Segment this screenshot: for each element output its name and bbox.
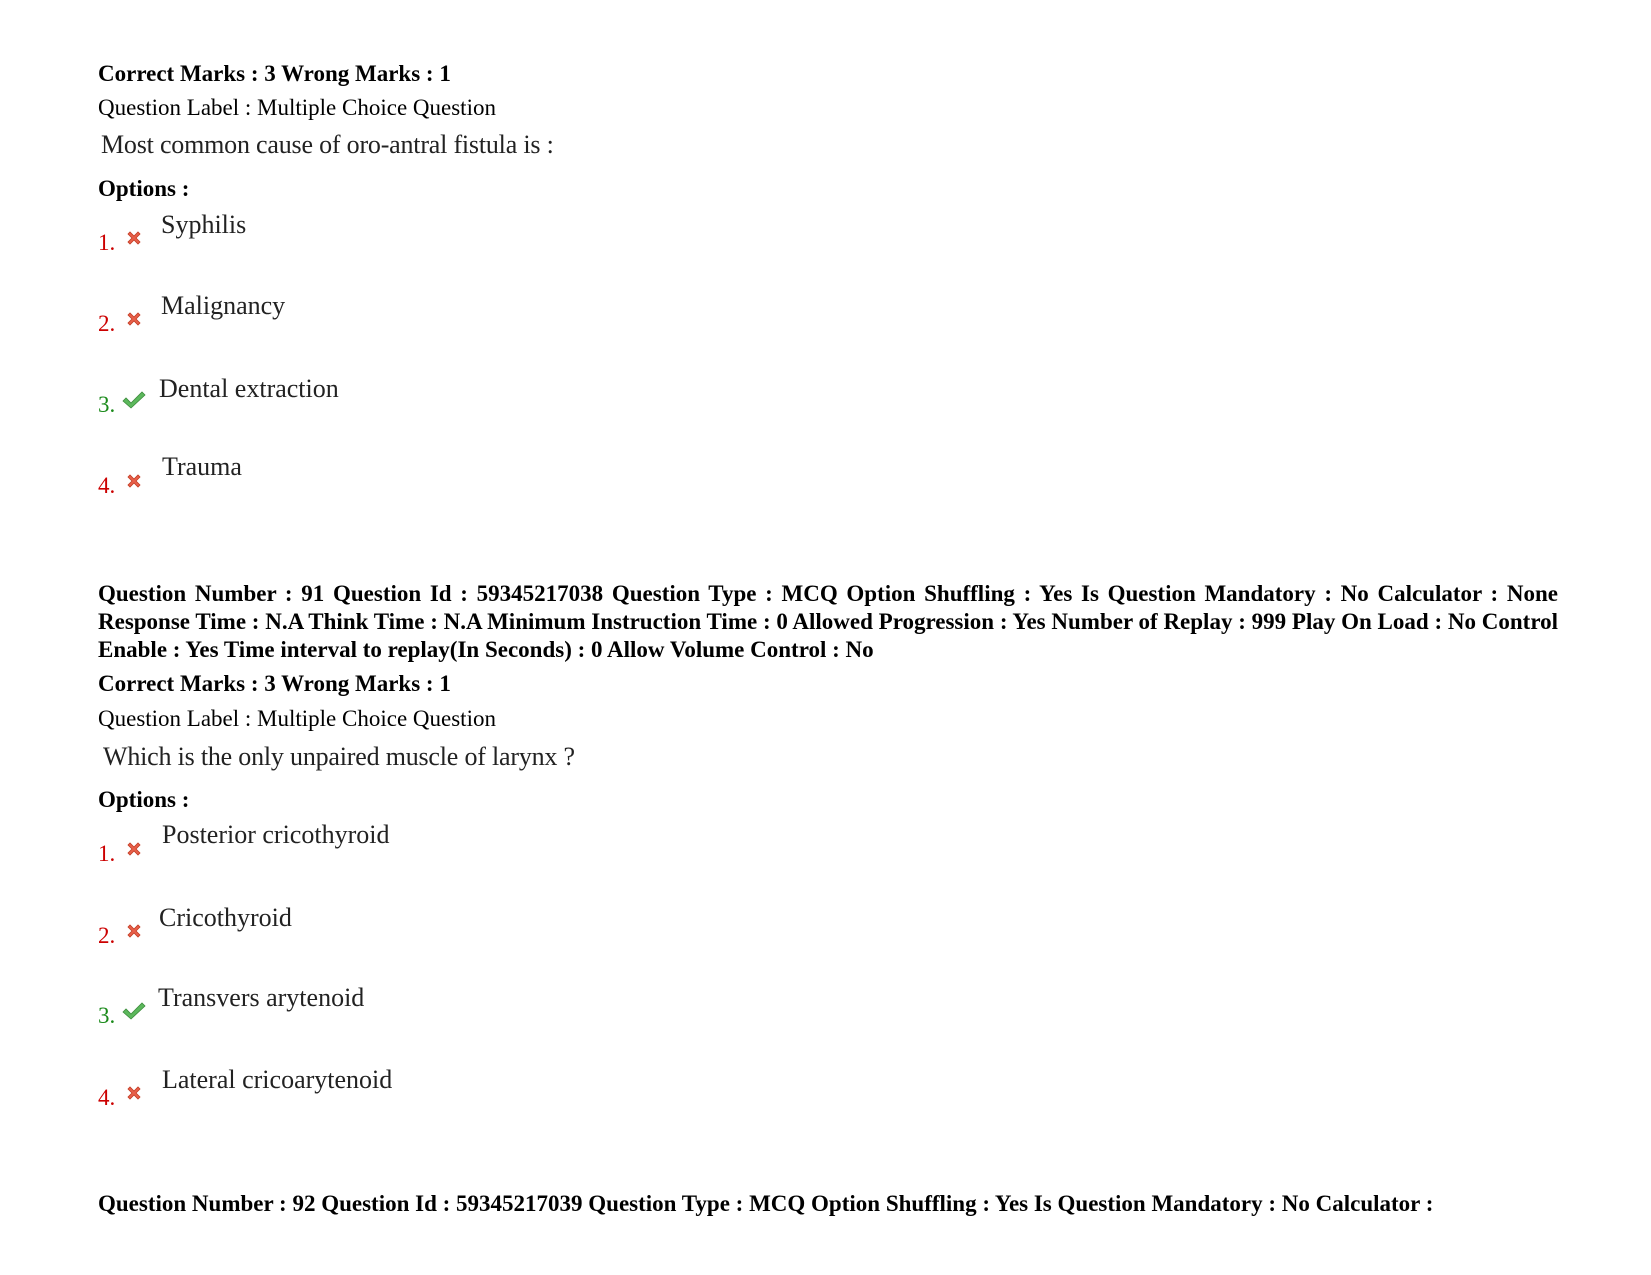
q90-marks: Correct Marks : 3 Wrong Marks : 1 bbox=[98, 61, 451, 86]
q91-options-heading: Options : bbox=[98, 787, 190, 812]
wrong-cross-icon bbox=[125, 310, 143, 328]
correct-check-icon bbox=[122, 1002, 146, 1020]
q90-option-2-text: Malignancy bbox=[161, 291, 286, 320]
q90-option-1-text: Syphilis bbox=[161, 210, 247, 239]
q90-question-text: Most common cause of oro-antral fistula is : bbox=[101, 130, 554, 159]
wrong-cross-icon bbox=[125, 1084, 143, 1102]
correct-check-icon bbox=[122, 391, 146, 409]
q90-option-1-number: 1. bbox=[98, 230, 116, 255]
q91-option-4-text: Lateral cricoarytenoid bbox=[162, 1065, 393, 1094]
q91-option-2-text: Cricothyroid bbox=[159, 903, 292, 932]
q90-option-4-number: 4. bbox=[98, 473, 116, 498]
q91-question-label: Question Label : Multiple Choice Question bbox=[98, 706, 496, 731]
q90-option-4-text: Trauma bbox=[162, 452, 242, 481]
q91-option-3-text: Transvers arytenoid bbox=[158, 983, 365, 1012]
wrong-cross-icon bbox=[125, 840, 143, 858]
q92-metadata: Question Number : 92 Question Id : 59345217039 Question Type : MCQ Option Shuffling : Yes Is Question Mandatory : No Calculator : bbox=[98, 1191, 1434, 1216]
q91-question-text: Which is the only unpaired muscle of larynx ? bbox=[103, 742, 575, 771]
q90-question-label: Question Label : Multiple Choice Question bbox=[98, 95, 496, 120]
wrong-cross-icon bbox=[125, 922, 143, 940]
q91-marks: Correct Marks : 3 Wrong Marks : 1 bbox=[98, 671, 451, 696]
q90-option-3-text: Dental extraction bbox=[159, 374, 339, 403]
q91-option-2-number: 2. bbox=[98, 923, 116, 948]
q91-option-3-number: 3. bbox=[98, 1003, 116, 1028]
q90-options-heading: Options : bbox=[98, 176, 190, 201]
wrong-cross-icon bbox=[125, 229, 143, 247]
q91-metadata: Question Number : 91 Question Id : 59345217038 Question Type : MCQ Option Shuffling : Yes Is Question Mandatory : No Calculator : None Response Time : N.A Think Time : N.A Minimum Instruction Time : 0 Allowed Progression : Yes Number of Replay : 999 Play On Load : No Control Enable : Yes Time interval to replay(In Seconds) : 0 Allow Volume Control : No bbox=[98, 581, 1558, 662]
q91-option-4-number: 4. bbox=[98, 1085, 116, 1110]
wrong-cross-icon bbox=[125, 472, 143, 490]
q90-option-3-number: 3. bbox=[98, 392, 116, 417]
q91-option-1-number: 1. bbox=[98, 841, 116, 866]
q90-option-2-number: 2. bbox=[98, 311, 116, 336]
q91-option-1-text: Posterior cricothyroid bbox=[162, 820, 390, 849]
